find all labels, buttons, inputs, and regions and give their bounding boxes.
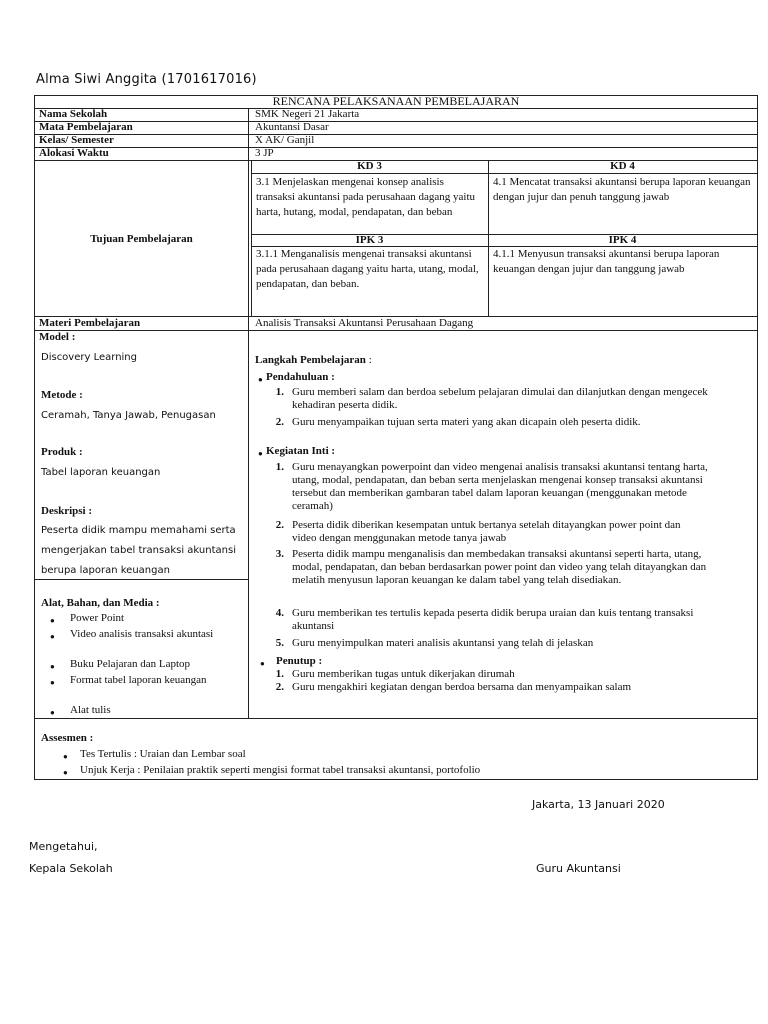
mengetahui-text: Mengetahui,	[29, 840, 98, 853]
divider	[35, 108, 757, 109]
penutup-step: Guru mengakhiri kegiatan dengan berdoa bersama dan menyampaikan salam	[292, 681, 632, 693]
asesmen-item: Unjuk Kerja : Penilaian praktik seperti mengisi format tabel transaksi akuntansi, portofolio	[80, 764, 481, 776]
asesmen-label: Assesmen :	[41, 732, 94, 744]
bullet-icon: ●	[63, 752, 68, 761]
asesmen-item: Tes Tertulis : Uraian dan Lembar soal	[80, 748, 246, 760]
pendahuluan-step: Guru memberi salam dan berdoa sebelum pelajaran dimulai dan dilanjutkan dengan mengecek kehadiran peserta didik.	[292, 386, 708, 411]
produk-label: Produk :	[41, 446, 83, 458]
kelas-label: Kelas/ Semester	[39, 134, 114, 146]
alat-label: Alat, Bahan, dan Media :	[41, 597, 160, 609]
bullet-icon: ●	[50, 632, 55, 641]
inti-step: Guru menyimpulkan materi analisis akuntansi yang telah di jelaskan	[292, 637, 594, 649]
metode-label: Metode :	[41, 389, 83, 401]
ipk4-text: 4.1.1 Menyusun transaksi akuntansi berupa laporan keuangan dengan jujur dan tanggung jawab	[493, 248, 720, 275]
inti-step: Guru menayangkan powerpoint dan video mengenai analisis transaksi akuntansi tentang harta, utang, modal, pendapatan, dan beban serta menjelaskan mengenai konsep transaksi akuntansi tersebut dan memberikan gambaran tabel dalam laporan keuangan (menggunakan metode ceramah)	[292, 461, 708, 512]
deskripsi-value: Peserta didik mampu memahami serta mengerjakan tabel transaksi akuntansi berupa laporan keuangan	[41, 525, 236, 576]
divider	[35, 121, 757, 122]
langkah-colon: :	[365, 354, 372, 366]
mapel-label: Mata Pembelajaran	[39, 121, 133, 133]
produk-value: Tabel laporan keuangan	[41, 467, 161, 478]
nama-sekolah-value: SMK Negeri 21 Jakarta	[255, 108, 360, 120]
guru-akuntansi-text: Guru Akuntansi	[536, 862, 621, 875]
divider	[35, 330, 757, 331]
bullet-icon: ●	[50, 708, 55, 717]
step-number: 4.	[275, 607, 284, 619]
materi-value: Analisis Transaksi Akuntansi Perusahaan Dagang	[255, 317, 474, 329]
bullet-icon: ●	[260, 659, 265, 668]
kepala-sekolah-text: Kepala Sekolah	[29, 862, 113, 875]
step-number: 2.	[275, 416, 284, 428]
metode-value: Ceramah, Tanya Jawab, Penugasan	[41, 410, 216, 421]
ipk3-text: 3.1.1 Menganalisis mengenai transaksi akuntansi pada perusahaan dagang yaitu harta, utang, modal, pendapatan, dan beban.	[256, 248, 479, 290]
inti-step: Peserta didik mampu menganalisis dan membedakan transaksi akuntansi seperti harta, utang, modal, pendapatan, dan beban berdasarkan power point dan video yang telah ditayangkan dan melatih menyusun laporan keuangan ke dalam tabel yang telah disediakan.	[292, 548, 707, 586]
step-number: 2.	[275, 519, 284, 531]
inti-step: Guru memberikan tes tertulis kepada peserta didik berupa uraian dan kuis tentang transaksi akuntansi	[292, 607, 694, 632]
pendahuluan-step: Guru menyampaikan tujuan serta materi yang akan dicapain oleh peserta didik.	[292, 416, 641, 428]
alokasi-label: Alokasi Waktu	[39, 147, 109, 159]
kd4-header: KD 4	[610, 160, 635, 172]
alat-item: Format tabel laporan keuangan	[70, 674, 207, 686]
alokasi-value: 3 JP	[255, 147, 274, 159]
alat-item: Video analisis transaksi akuntasi	[70, 628, 214, 640]
bullet-icon: ●	[63, 768, 68, 777]
penutup-label: Penutup :	[276, 655, 323, 667]
step-number: 2.	[275, 681, 284, 693]
kelas-value: X AK/ Ganjil	[255, 134, 315, 146]
ipk4-header: IPK 4	[608, 234, 637, 246]
divider	[35, 718, 757, 719]
model-value: Discovery Learning	[41, 352, 137, 363]
langkah-label: Langkah Pembelajaran	[255, 354, 366, 366]
kd4-text: 4.1 Mencatat transaksi akuntansi berupa laporan keuangan dengan jujur dan penuh tanggung jawab	[493, 176, 751, 203]
kd3-text: 3.1 Menjelaskan mengenai konsep analisis transaksi akuntansi pada perusahaan dagang yaitu harta, hutang, modal, pendapatan, dan beban	[256, 176, 476, 218]
mapel-value: Akuntansi Dasar	[255, 121, 329, 133]
bullet-icon: ●	[258, 375, 263, 384]
step-number: 5.	[275, 637, 284, 649]
step-number: 1.	[275, 386, 284, 398]
divider	[35, 147, 757, 148]
bullet-icon: ●	[258, 449, 263, 458]
step-number: 3.	[275, 548, 284, 560]
penutup-step: Guru memberikan tugas untuk dikerjakan dirumah	[292, 668, 515, 680]
author-name: Alma Siwi Anggita (1701617016)	[36, 72, 257, 87]
alat-item: Power Point	[70, 612, 125, 624]
divider	[35, 134, 757, 135]
bullet-icon: ●	[50, 616, 55, 625]
pendahuluan-label: Pendahuluan :	[266, 371, 335, 383]
bullet-icon: ●	[50, 662, 55, 671]
alat-item: Alat tulis	[70, 704, 111, 716]
nama-sekolah-label: Nama Sekolah	[39, 108, 108, 120]
materi-label: Materi Pembelajaran	[39, 317, 141, 329]
step-number: 1.	[275, 668, 284, 680]
ipk3-header: IPK 3	[355, 234, 384, 246]
document-title: RENCANA PELAKSANAAN PEMBELAJARAN	[272, 94, 520, 108]
step-number: 1.	[275, 461, 284, 473]
langkah-heading	[255, 354, 372, 367]
divider	[251, 173, 757, 174]
inti-label: Kegiatan Inti :	[266, 445, 336, 457]
date-place: Jakarta, 13 Januari 2020	[532, 798, 665, 811]
kd3-header: KD 3	[357, 160, 382, 172]
tujuan-label: Tujuan Pembelajaran	[90, 233, 193, 245]
model-label: Model :	[39, 331, 76, 343]
alat-item: Buku Pelajaran dan Laptop	[70, 658, 191, 670]
deskripsi-label: Deskripsi :	[41, 505, 93, 517]
bullet-icon: ●	[50, 678, 55, 687]
inti-step: Peserta didik diberikan kesempatan untuk bertanya setelah ditayangkan power point dan video dengan menggunakan metode tanya jawab	[292, 519, 681, 544]
divider	[248, 108, 249, 718]
